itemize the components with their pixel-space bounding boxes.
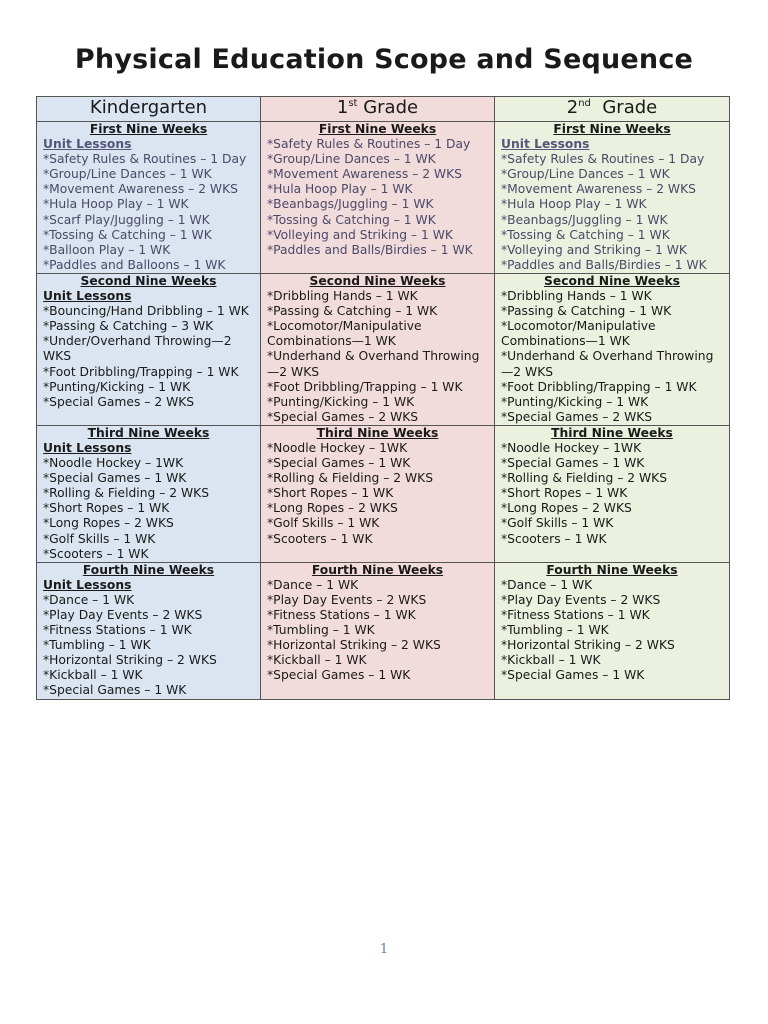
quarter-heading: Second Nine Weeks — [80, 273, 217, 288]
lesson-item: *Safety Rules & Routines – 1 Day — [267, 137, 471, 152]
quarter-row — [37, 425, 730, 562]
lesson-item: *Scooters – 1 WK — [267, 531, 373, 546]
lesson-item: *Noodle Hockey – 1WK — [267, 440, 408, 455]
lesson-item: *Tossing & Catching – 1 WK — [501, 227, 670, 242]
cell-kindergarten — [37, 273, 261, 425]
column-header-rest: Grade — [357, 97, 419, 118]
lesson-item: *Safety Rules & Routines – 1 Day — [43, 152, 247, 167]
lesson-item: *Bouncing/Hand Dribbling – 1 WK — [43, 304, 249, 319]
lesson-item: *Rolling & Fielding – 2 WKS — [267, 471, 434, 486]
lesson-item: *Dance – 1 WK — [501, 577, 593, 592]
lesson-item: *Horizontal Striking – 2 WKS — [267, 638, 441, 653]
lesson-item: *Foot Dribbling/Trapping – 1 WK — [267, 379, 463, 394]
lesson-item: *Beanbags/Juggling – 1 WK — [267, 197, 434, 212]
lesson-item: *Golf Skills – 1 WK — [43, 531, 156, 546]
lesson-item: *Punting/Kicking – 1 WK — [501, 394, 649, 409]
quarter-heading: Third Nine Weeks — [87, 425, 210, 440]
lesson-item: *Locomotor/Manipulative Combinations—1 WK — [501, 319, 656, 349]
lesson-item: *Movement Awareness – 2 WKS — [43, 182, 238, 197]
lesson-item: *Fitness Stations – 1 WK — [267, 608, 416, 622]
lesson-item: *Volleying and Striking – 1 WK — [501, 242, 687, 257]
lesson-item: *Long Ropes – 2 WKS — [501, 501, 632, 516]
quarter-heading: Third Nine Weeks — [551, 425, 673, 440]
lesson-item: *Kickball – 1 WK — [43, 668, 143, 683]
unit-lessons-label: Unit Lessons — [43, 440, 132, 455]
quarter-heading: First Nine Weeks — [553, 122, 671, 136]
lesson-item: *Foot Dribbling/Trapping – 1 WK — [43, 364, 239, 379]
quarter-heading: Second Nine Weeks — [544, 273, 680, 288]
lesson-item: *Tumbling – 1 WK — [43, 638, 151, 653]
lesson-item: *Special Games – 1 WK — [267, 668, 411, 683]
lesson-item: *Paddles and Balloons – 1 WK — [43, 257, 226, 272]
ordinal-suffix: nd — [578, 98, 591, 109]
lesson-item: *Play Day Events – 2 WKS — [267, 592, 427, 607]
lesson-item: *Hula Hoop Play – 1 WK — [267, 182, 413, 197]
column-header-kindergarten — [37, 97, 261, 122]
lesson-item: *Noodle Hockey – 1WK — [501, 440, 642, 455]
cell-grade-2 — [495, 562, 730, 699]
cell-grade-1 — [261, 122, 495, 274]
column-header-grade-1 — [261, 97, 495, 122]
quarter-row — [37, 273, 730, 425]
lesson-item: *Special Games – 1 WK — [501, 668, 645, 683]
lesson-item: *Underhand & Overhand Throwing —2 WKS — [501, 349, 714, 379]
lesson-item: *Scooters – 1 WK — [43, 546, 149, 561]
quarter-heading: Fourth Nine Weeks — [82, 562, 215, 577]
lesson-item: *Tumbling – 1 WK — [267, 623, 375, 638]
quarter-heading: Fourth Nine Weeks — [311, 562, 444, 577]
lesson-item: *Punting/Kicking – 1 WK — [267, 394, 415, 409]
column-header-label: 2 — [566, 97, 579, 118]
lesson-item: *Special Games – 2 WKS — [43, 394, 195, 409]
quarter-heading: Third Nine Weeks — [316, 425, 439, 440]
lesson-item: *Movement Awareness – 2 WKS — [501, 182, 696, 197]
lesson-item: *Horizontal Striking – 2 WKS — [43, 653, 217, 668]
lesson-item: *Play Day Events – 2 WKS — [43, 608, 203, 622]
lesson-item: *Balloon Play – 1 WK — [43, 242, 171, 257]
lesson-item: *Rolling & Fielding – 2 WKS — [501, 471, 668, 486]
lesson-item: *Passing & Catching – 1 WK — [267, 304, 438, 319]
header-row — [37, 97, 730, 122]
lesson-item: *Short Ropes – 1 WK — [501, 486, 628, 501]
quarter-row — [37, 562, 730, 699]
lesson-item: *Long Ropes – 2 WKS — [43, 516, 174, 531]
cell-kindergarten — [37, 122, 261, 274]
page-number: 1 — [379, 942, 389, 957]
lesson-item: *Under/Overhand Throwing—2 WKS — [43, 334, 232, 364]
lesson-item: *Volleying and Striking – 1 WK — [267, 227, 453, 242]
lesson-item: *Special Games – 2 WKS — [501, 409, 653, 424]
quarter-heading: First Nine Weeks — [89, 122, 208, 136]
quarter-row — [37, 122, 730, 274]
lesson-item: *Scooters – 1 WK — [501, 531, 607, 546]
lesson-item: *Special Games – 1 WK — [501, 456, 645, 471]
lesson-item: *Short Ropes – 1 WK — [267, 486, 394, 501]
lesson-item: *Rolling & Fielding – 2 WKS — [43, 486, 210, 501]
lesson-item: *Tossing & Catching – 1 WK — [267, 212, 436, 227]
lesson-item: *Passing & Catching – 3 WK — [43, 319, 214, 334]
column-header-label: 1 — [336, 97, 349, 118]
lesson-item: *Play Day Events – 2 WKS — [501, 592, 661, 607]
lesson-item: *Kickball – 1 WK — [501, 653, 601, 668]
lesson-item: *Foot Dribbling/Trapping – 1 WK — [501, 379, 697, 394]
lesson-item: *Special Games – 2 WKS — [267, 409, 419, 424]
scope-sequence-table — [36, 96, 730, 700]
quarter-heading: First Nine Weeks — [318, 122, 437, 136]
unit-lessons-label: Unit Lessons — [43, 137, 132, 152]
cell-grade-2 — [495, 425, 730, 562]
lesson-item: *Golf Skills – 1 WK — [501, 516, 614, 531]
unit-lessons-label: Unit Lessons — [501, 137, 590, 152]
lesson-item: *Golf Skills – 1 WK — [267, 516, 380, 531]
column-header-grade-2 — [495, 97, 730, 122]
lesson-item: *Dance – 1 WK — [267, 577, 359, 592]
lesson-item: *Movement Awareness – 2 WKS — [267, 167, 462, 182]
cell-grade-1 — [261, 425, 495, 562]
lesson-item: *Passing & Catching – 1 WK — [501, 304, 672, 319]
cell-kindergarten — [37, 562, 261, 699]
lesson-item: *Paddles and Balls/Birdies – 1 WK — [501, 257, 707, 272]
cell-grade-2 — [495, 122, 730, 274]
lesson-item: *Short Ropes – 1 WK — [43, 501, 170, 516]
lesson-item: *Horizontal Striking – 2 WKS — [501, 638, 675, 653]
lesson-item: *Fitness Stations – 1 WK — [501, 608, 650, 622]
unit-lessons-label: Unit Lessons — [43, 577, 132, 592]
ordinal-suffix: st — [348, 98, 358, 109]
lesson-item: *Group/Line Dances – 1 WK — [267, 152, 436, 167]
page-title: Physical Education Scope and Sequence — [74, 44, 694, 75]
lesson-item: *Long Ropes – 2 WKS — [267, 501, 398, 516]
cell-kindergarten — [37, 425, 261, 562]
lesson-item: *Hula Hoop Play – 1 WK — [501, 197, 647, 212]
lesson-item: *Hula Hoop Play – 1 WK — [43, 197, 189, 212]
lesson-item: *Special Games – 1 WK — [43, 471, 187, 486]
lesson-item: *Locomotor/Manipulative Combinations—1 WK — [267, 319, 422, 349]
lesson-item: *Tossing & Catching – 1 WK — [43, 227, 212, 242]
lesson-item: *Safety Rules & Routines – 1 Day — [501, 152, 705, 167]
quarter-heading: Fourth Nine Weeks — [546, 562, 678, 577]
lesson-item: *Noodle Hockey – 1WK — [43, 456, 184, 471]
lesson-item: *Dance – 1 WK — [43, 592, 135, 607]
lesson-item: *Punting/Kicking – 1 WK — [43, 379, 191, 394]
lesson-item: *Group/Line Dances – 1 WK — [501, 167, 670, 182]
column-header-rest: Grade — [590, 97, 658, 118]
column-header-label: Kindergarten — [89, 97, 208, 118]
quarter-heading: Second Nine Weeks — [309, 273, 446, 288]
lesson-item: *Tumbling – 1 WK — [501, 623, 609, 638]
cell-grade-1 — [261, 562, 495, 699]
cell-grade-1 — [261, 273, 495, 425]
lesson-item: *Group/Line Dances – 1 WK — [43, 167, 212, 182]
lesson-item: *Special Games – 1 WK — [267, 456, 411, 471]
lesson-item: *Scarf Play/Juggling – 1 WK — [43, 212, 210, 227]
cell-grade-2 — [495, 273, 730, 425]
unit-lessons-label: Unit Lessons — [43, 289, 132, 304]
lesson-item: *Paddles and Balls/Birdies – 1 WK — [267, 242, 473, 257]
lesson-item: *Fitness Stations – 1 WK — [43, 623, 192, 638]
lesson-item: *Beanbags/Juggling – 1 WK — [501, 212, 668, 227]
lesson-item: *Dribbling Hands – 1 WK — [267, 289, 418, 304]
lesson-item: *Underhand & Overhand Throwing —2 WKS — [267, 349, 480, 379]
lesson-item: *Dribbling Hands – 1 WK — [501, 289, 652, 304]
lesson-item: *Kickball – 1 WK — [267, 653, 367, 668]
lesson-item: *Special Games – 1 WK — [43, 683, 187, 698]
